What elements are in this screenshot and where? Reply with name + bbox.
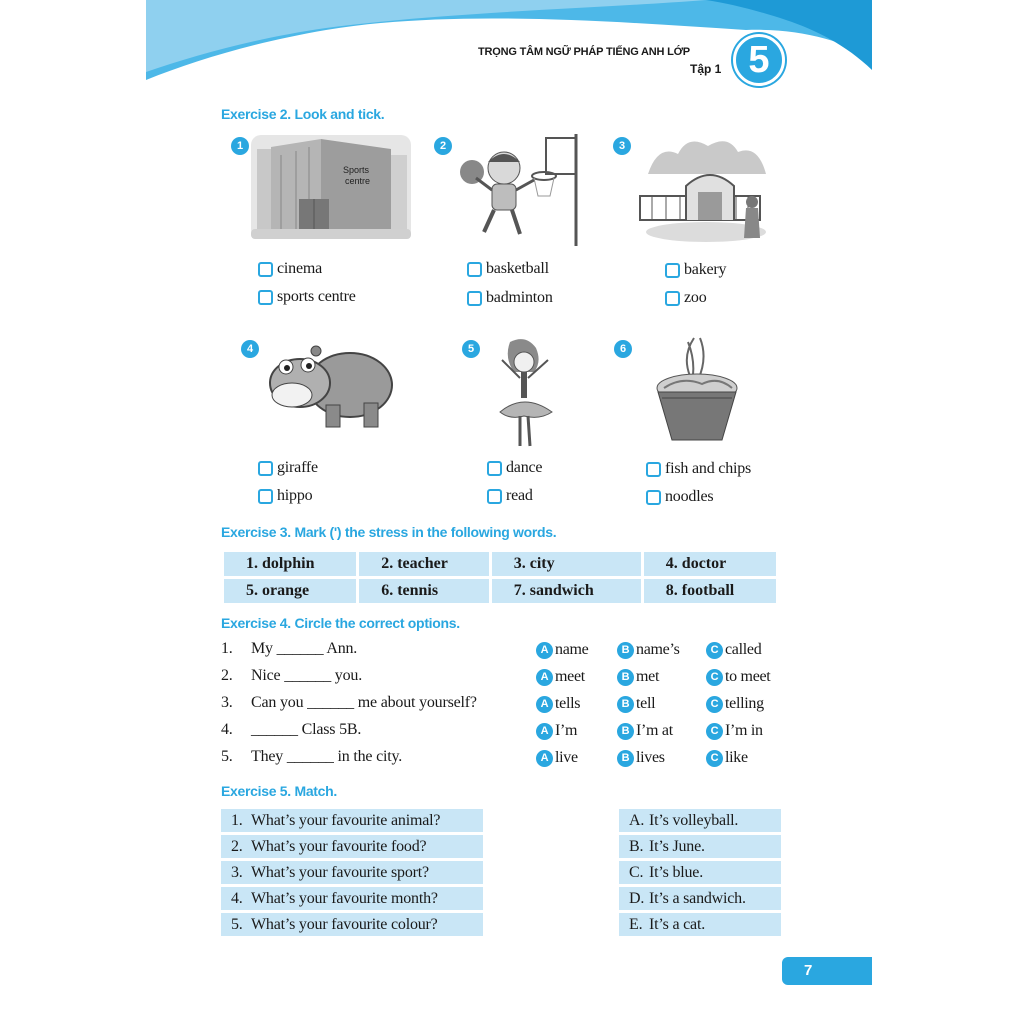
question-number: 3. (221, 694, 233, 711)
option-letter-icon: B (617, 696, 634, 713)
option-sports-centre[interactable]: sports centre (258, 288, 356, 306)
stress-cell[interactable]: 4. doctor (644, 552, 776, 576)
option-noodles[interactable]: noodles (646, 488, 713, 506)
option-dance[interactable]: dance (487, 459, 542, 477)
answer-option-c[interactable] (706, 749, 748, 767)
answer-option-c[interactable] (706, 722, 763, 740)
exercise-2-title: Exercise 2. Look and tick. (221, 106, 385, 122)
sign-text-line2: centre (345, 176, 371, 186)
item-number-3: 3 (613, 137, 631, 155)
checkbox[interactable] (665, 291, 680, 306)
hippo-picture (268, 343, 396, 433)
checkbox[interactable] (646, 462, 661, 477)
sports-centre-picture (251, 135, 411, 239)
option-basketball[interactable]: basketball (467, 260, 549, 278)
checkbox[interactable] (487, 461, 502, 476)
question-number: 2. (221, 667, 233, 684)
answer-option-b[interactable] (617, 722, 673, 740)
option-label: I’m at (636, 722, 673, 739)
match-question-row[interactable]: 2. What’s your favourite food? (221, 835, 483, 858)
option-label: tells (555, 695, 581, 712)
stress-cell[interactable]: 1. dolphin (224, 552, 356, 576)
exercise-3-title: Exercise 3. Mark (') the stress in the following words. (221, 524, 557, 540)
question-number: 1. (221, 640, 233, 657)
match-answer-row[interactable]: C. It’s blue. (619, 861, 781, 884)
option-letter-icon: C (706, 750, 723, 767)
series-title: TRỌNG TÂM NGỮ PHÁP TIẾNG ANH LỚP (478, 46, 690, 58)
sign-text-line1: Sports (343, 165, 370, 175)
match-answer-row[interactable]: D. It’s a sandwich. (619, 887, 781, 910)
match-answer-row[interactable]: B. It’s June. (619, 835, 781, 858)
answer-option-b[interactable] (617, 695, 655, 713)
option-label: live (555, 749, 578, 766)
option-read[interactable]: read (487, 487, 533, 505)
option-letter-icon: A (536, 696, 553, 713)
option-label: I’m (555, 722, 578, 739)
item-number-1: 1 (231, 137, 249, 155)
match-question-row[interactable]: 5. What’s your favourite colour? (221, 913, 483, 936)
option-label: lives (636, 749, 665, 766)
ballet-girl-picture (490, 338, 562, 450)
answer-option-c[interactable] (706, 668, 770, 686)
option-label: meet (555, 668, 585, 685)
zoo-picture (638, 134, 774, 246)
option-letter-icon: C (706, 696, 723, 713)
question-text: They ______ in the city. (251, 748, 403, 765)
grade-badge: 5 (733, 34, 785, 86)
option-letter-icon: B (617, 642, 634, 659)
option-letter-icon: C (706, 642, 723, 659)
question-text: ______ Class 5B. (251, 721, 362, 738)
page-number: 7 (782, 957, 872, 985)
checkbox[interactable] (467, 262, 482, 277)
item-number-4: 4 (241, 340, 259, 358)
question-text: Can you ______ me about yourself? (251, 694, 477, 711)
option-letter-icon: A (536, 642, 553, 659)
checkbox[interactable] (665, 263, 680, 278)
option-letter-icon: A (536, 669, 553, 686)
item-number-6: 6 (614, 340, 632, 358)
option-letter-icon: C (706, 669, 723, 686)
match-answer-row[interactable]: E. It’s a cat. (619, 913, 781, 936)
question-text: My ______ Ann. (251, 640, 358, 657)
answer-option-a[interactable] (536, 749, 578, 767)
item-number-2: 2 (434, 137, 452, 155)
option-label: I’m in (725, 722, 763, 739)
option-letter-icon: C (706, 723, 723, 740)
stress-row (224, 579, 776, 603)
stress-row (224, 552, 776, 576)
stress-table (221, 549, 779, 606)
match-answer-row[interactable]: A. It’s volleyball. (619, 809, 781, 832)
checkbox[interactable] (258, 262, 273, 277)
option-hippo[interactable]: hippo (258, 487, 312, 505)
checkbox[interactable] (646, 490, 661, 505)
answer-option-b[interactable] (617, 668, 659, 686)
question-number: 4. (221, 721, 233, 738)
match-question-row[interactable]: 3. What’s your favourite sport? (221, 861, 483, 884)
option-label: name’s (636, 641, 680, 658)
question-number: 5. (221, 748, 233, 765)
stress-cell[interactable]: 8. football (644, 579, 776, 603)
stress-cell[interactable]: 7. sandwich (492, 579, 641, 603)
exercise-4-title: Exercise 4. Circle the correct options. (221, 615, 460, 631)
answer-option-c[interactable] (706, 695, 764, 713)
option-label: name (555, 641, 589, 658)
answer-option-a[interactable] (536, 641, 588, 659)
option-letter-icon: A (536, 750, 553, 767)
checkbox[interactable] (487, 489, 502, 504)
option-cinema[interactable]: cinema (258, 260, 322, 278)
stress-cell[interactable]: 6. tennis (359, 579, 489, 603)
option-label: tell (636, 695, 656, 712)
option-label: telling (725, 695, 764, 712)
volume-label: Tập 1 (690, 62, 722, 76)
stress-cell[interactable]: 5. orange (224, 579, 356, 603)
match-questions-table (221, 806, 483, 939)
option-label: like (725, 749, 748, 766)
stress-cell[interactable]: 3. city (492, 552, 641, 576)
option-letter-icon: A (536, 723, 553, 740)
option-zoo[interactable]: zoo (665, 289, 707, 307)
option-letter-icon: B (617, 723, 634, 740)
match-question-row[interactable]: 4. What’s your favourite month? (221, 887, 483, 910)
option-badminton[interactable]: badminton (467, 289, 553, 307)
boy-basketball-picture (458, 132, 584, 246)
option-letter-icon: B (617, 750, 634, 767)
checkbox[interactable] (258, 290, 273, 305)
answer-option-a[interactable] (536, 668, 585, 686)
match-answers-table (619, 806, 781, 939)
checkbox[interactable] (467, 291, 482, 306)
answer-option-c[interactable] (706, 641, 761, 659)
checkbox[interactable] (258, 489, 273, 504)
stress-cell[interactable]: 2. teacher (359, 552, 489, 576)
option-label: met (636, 668, 660, 685)
checkbox[interactable] (258, 461, 273, 476)
answer-option-a[interactable] (536, 722, 577, 740)
option-fish-and-chips[interactable]: fish and chips (646, 460, 751, 478)
item-number-5: 5 (462, 340, 480, 358)
noodles-picture (652, 336, 742, 446)
answer-option-b[interactable] (617, 641, 680, 659)
match-question-row[interactable]: 1. What’s your favourite animal? (221, 809, 483, 832)
option-giraffe[interactable]: giraffe (258, 459, 318, 477)
option-letter-icon: B (617, 669, 634, 686)
answer-option-a[interactable] (536, 695, 580, 713)
option-label: called (725, 641, 762, 658)
option-label: to meet (725, 668, 771, 685)
option-bakery[interactable]: bakery (665, 261, 726, 279)
exercise-5-title: Exercise 5. Match. (221, 783, 337, 799)
answer-option-b[interactable] (617, 749, 665, 767)
question-text: Nice ______ you. (251, 667, 363, 684)
